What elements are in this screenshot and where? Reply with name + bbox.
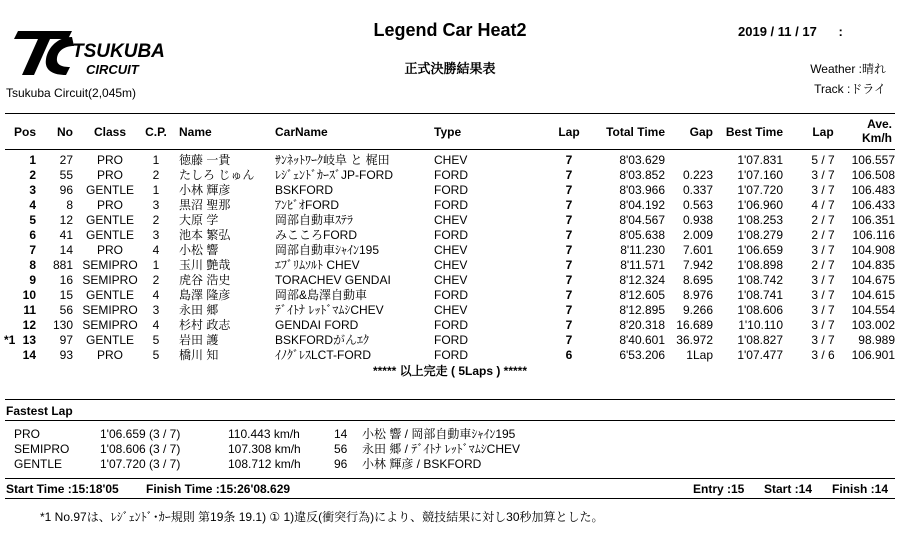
- best-lap: 3 / 7: [811, 183, 835, 197]
- header-ave: [842, 117, 892, 145]
- page-subtitle: 正式決勝結果表: [404, 61, 496, 76]
- car-number: 15: [59, 288, 73, 302]
- gap: 16.689: [676, 318, 713, 332]
- table-row: [0, 228, 900, 243]
- average-speed: 104.835: [851, 258, 895, 272]
- weather-info: Weather :晴れ: [810, 62, 886, 76]
- fastest-time: 1'06.659 (3 / 7): [100, 427, 181, 441]
- header-total-time: Total Time: [606, 125, 665, 139]
- best-time: 1'07.831: [737, 153, 783, 167]
- driver-name: たしろ じゅん: [179, 168, 255, 182]
- driver-name: 橋川 知: [179, 348, 219, 362]
- table-row: [0, 333, 900, 348]
- best-time: 1'08.898: [737, 258, 783, 272]
- class: SEMIPRO: [82, 258, 138, 272]
- driver-name: 岩田 護: [179, 333, 219, 347]
- total-time: 8'03.629: [619, 153, 665, 167]
- car-type: CHEV: [434, 243, 468, 257]
- car-type: CHEV: [434, 303, 468, 317]
- car-number: 41: [59, 228, 73, 242]
- class: GENTLE: [85, 228, 134, 242]
- best-time: 1'07.477: [737, 348, 783, 362]
- gap: 0.223: [682, 168, 713, 182]
- class: PRO: [96, 153, 123, 167]
- car-type: FORD: [434, 318, 468, 332]
- driver-name: 永田 郷: [179, 303, 219, 317]
- gap: 0.337: [682, 183, 713, 197]
- logo-text-top: TSUKUBA: [72, 41, 165, 62]
- car-type: FORD: [434, 168, 468, 182]
- gap: 7.601: [682, 243, 713, 257]
- total-time: 8'12.605: [619, 288, 665, 302]
- driver-name: 小松 響: [179, 243, 219, 257]
- header-no: No: [57, 125, 73, 139]
- car-number: 14: [59, 243, 73, 257]
- best-lap: 2 / 7: [811, 228, 835, 242]
- fastest-car-number: 14: [334, 427, 348, 441]
- class: SEMIPRO: [82, 273, 138, 287]
- total-time: 8'04.192: [619, 198, 665, 212]
- driver-name: 玉川 艶哉: [179, 258, 231, 272]
- best-time: 1'08.606: [737, 303, 783, 317]
- penalty-footnote: *1 No.97は、ﾚｼﾞｪﾝﾄﾞ･ｶｰ規則 第19条 19.1) ① 1)違反(衝突行為)により、競技結果に対し30秒加算とした。: [40, 510, 604, 524]
- car-name: ﾃﾞｲﾄﾅ ﾚｯﾄﾞﾏﾑｼCHEV: [275, 303, 384, 317]
- best-time: 1'07.160: [737, 168, 783, 182]
- class: PRO: [96, 243, 123, 257]
- laps: 6: [565, 348, 573, 362]
- laps: 7: [565, 243, 573, 257]
- average-speed: 104.675: [851, 273, 895, 287]
- class-position: 1: [152, 183, 160, 197]
- position: 4: [29, 198, 36, 212]
- car-name: GENDAI FORD: [275, 318, 359, 332]
- position: 2: [29, 168, 36, 182]
- average-speed: 106.351: [851, 213, 895, 227]
- finish-time: Finish Time :15:26'08.629: [146, 482, 291, 496]
- class-position: 3: [152, 198, 160, 212]
- position-note: *1: [4, 333, 16, 347]
- table-row: [0, 168, 900, 183]
- laps: 7: [565, 153, 573, 167]
- total-time: 8'03.966: [619, 183, 665, 197]
- car-number: 56: [59, 303, 73, 317]
- table-top-divider: [5, 113, 895, 114]
- car-number: 55: [59, 168, 73, 182]
- average-speed: 106.483: [851, 183, 895, 197]
- laps: 7: [565, 288, 573, 302]
- best-time: 1'08.742: [737, 273, 783, 287]
- fastest-car-number: 56: [334, 442, 348, 456]
- gap: 7.942: [682, 258, 713, 272]
- best-lap: 3 / 7: [811, 333, 835, 347]
- car-name: BSKFORD: [275, 183, 334, 197]
- position: 8: [29, 258, 36, 272]
- best-time: 1'10.110: [738, 318, 783, 332]
- table-row: [0, 273, 900, 288]
- car-type: FORD: [434, 333, 468, 347]
- finish-count: Finish :14: [832, 482, 889, 496]
- car-type: FORD: [434, 228, 468, 242]
- class-position: 2: [152, 273, 160, 287]
- total-time: 8'03.852: [619, 168, 665, 182]
- fastest-driver: 永田 郷 / ﾃﾞｲﾄﾅ ﾚｯﾄﾞﾏﾑｼCHEV: [362, 442, 521, 456]
- table-row: [0, 243, 900, 258]
- car-number: 881: [52, 258, 73, 272]
- driver-name: 黒沼 聖那: [179, 198, 231, 212]
- class: SEMIPRO: [82, 318, 138, 332]
- best-lap: 2 / 7: [811, 213, 835, 227]
- laps: 7: [565, 303, 573, 317]
- position: 6: [29, 228, 36, 242]
- car-name: BSKFORDがんｴｸ: [275, 333, 370, 347]
- laps: 7: [565, 183, 573, 197]
- header-best-lap: Lap: [812, 125, 834, 139]
- best-time: 1'06.960: [737, 198, 783, 212]
- table-row: [0, 288, 900, 303]
- best-time: 1'08.741: [737, 288, 783, 302]
- gap: 2.009: [682, 228, 713, 242]
- car-number: 93: [59, 348, 73, 362]
- class-position: 3: [152, 303, 160, 317]
- position: 14: [22, 348, 36, 362]
- list-item: [0, 442, 900, 457]
- average-speed: 106.116: [852, 228, 895, 242]
- car-type: FORD: [434, 198, 468, 212]
- best-lap: 3 / 7: [811, 243, 835, 257]
- driver-name: 大原 学: [179, 213, 219, 227]
- total-time: 8'12.324: [619, 273, 665, 287]
- class: PRO: [96, 348, 123, 362]
- driver-name: 虎谷 浩史: [179, 273, 231, 287]
- fastest-lap-title: Fastest Lap: [6, 404, 73, 418]
- driver-name: 徳藤 一貴: [179, 153, 231, 167]
- average-speed: 104.615: [851, 288, 895, 302]
- header-name: Name: [179, 125, 212, 139]
- header-lap: Lap: [558, 125, 580, 139]
- best-time: 1'08.253: [737, 213, 783, 227]
- start-time: Start Time :15:18'05: [6, 482, 119, 496]
- position: 12: [22, 318, 36, 332]
- average-speed: 103.002: [851, 318, 895, 332]
- position: 9: [29, 273, 36, 287]
- total-time: 8'04.567: [619, 213, 665, 227]
- best-lap: 3 / 7: [811, 168, 835, 182]
- car-type: CHEV: [434, 213, 468, 227]
- car-name: ｲﾉｸﾞﾚｽLCT-FORD: [275, 348, 372, 362]
- laps: 7: [565, 333, 573, 347]
- fastest-time: 1'08.606 (3 / 7): [100, 442, 181, 456]
- laps: 7: [565, 258, 573, 272]
- header-best-time: Best Time: [725, 125, 783, 139]
- car-type: FORD: [434, 183, 468, 197]
- gap: 0.563: [682, 198, 713, 212]
- class-position: 4: [152, 243, 160, 257]
- page-title: Legend Car Heat2: [373, 20, 527, 40]
- laps: 7: [565, 228, 573, 242]
- car-name: ｻﾝﾈｯﾄﾜｰｸ岐阜 と 梶田: [275, 153, 390, 167]
- class: GENTLE: [85, 333, 134, 347]
- gap: 1Lap: [686, 348, 713, 362]
- position: 10: [22, 288, 36, 302]
- fastest-speed: 108.712 km/h: [228, 457, 301, 471]
- car-number: 130: [52, 318, 73, 332]
- laps: 7: [565, 198, 573, 212]
- header-gap: Gap: [689, 125, 713, 139]
- header-pos: Pos: [13, 125, 36, 139]
- average-speed: 106.433: [851, 198, 895, 212]
- header-ave-bottom: Km/h: [862, 131, 892, 145]
- car-name: 岡部自動車ｽﾃﾗ: [275, 213, 354, 227]
- fastest-speed: 107.308 km/h: [228, 442, 301, 456]
- fastest-driver: 小松 響 / 岡部自動車ｼｬｲﾝ195: [362, 427, 516, 441]
- car-type: CHEV: [434, 258, 468, 272]
- car-number: 27: [59, 153, 73, 167]
- car-name: ﾚｼﾞｪﾝﾄﾞｶｰｽﾞJP-FORD: [275, 168, 393, 182]
- best-time: 1'08.827: [737, 333, 783, 347]
- total-time: 8'11.571: [620, 258, 665, 272]
- header-cp: C.P.: [145, 125, 167, 139]
- car-number: 16: [59, 273, 73, 287]
- header-car: CarName: [275, 125, 328, 139]
- logo-text-bottom: CIRCUIT: [86, 62, 139, 77]
- footer-top-divider: [5, 478, 895, 479]
- fastest-speed: 110.443 km/h: [228, 427, 300, 441]
- table-row: [0, 348, 900, 363]
- class: PRO: [96, 168, 123, 182]
- total-time: 6'53.206: [619, 348, 665, 362]
- position: 7: [29, 243, 36, 257]
- class-position: 4: [152, 288, 160, 302]
- car-name: みこころFORD: [275, 228, 357, 242]
- best-lap: 3 / 7: [811, 273, 835, 287]
- best-time: 1'08.279: [737, 228, 783, 242]
- total-time: 8'40.601: [619, 333, 665, 347]
- car-name: 岡部&島澤自動車: [275, 288, 368, 302]
- class-position: 5: [152, 348, 160, 362]
- best-lap: 5 / 7: [811, 153, 835, 167]
- car-type: FORD: [434, 348, 468, 362]
- table-row: [0, 183, 900, 198]
- laps: 7: [565, 273, 573, 287]
- fastest-lap-top-divider: [5, 399, 895, 400]
- gap: 8.695: [682, 273, 713, 287]
- average-speed: 104.908: [851, 243, 895, 257]
- position: 1: [29, 153, 36, 167]
- best-time: 1'06.659: [737, 243, 783, 257]
- average-speed: 106.508: [851, 168, 895, 182]
- track-info: Track :ドライ: [814, 82, 886, 96]
- car-number: 8: [66, 198, 73, 212]
- footer-bottom-divider: [5, 498, 895, 499]
- list-item: [0, 457, 900, 472]
- class: GENTLE: [85, 288, 134, 302]
- table-row: [0, 303, 900, 318]
- class-position: 2: [152, 213, 160, 227]
- class-position: 5: [152, 333, 160, 347]
- race-date: 2019 / 11 / 17 :: [738, 24, 843, 39]
- total-time: 8'12.895: [619, 303, 665, 317]
- best-lap: 3 / 7: [811, 303, 835, 317]
- car-number: 12: [59, 213, 73, 227]
- fastest-driver: 小林 輝彦 / BSKFORD: [362, 457, 482, 471]
- start-count: Start :14: [764, 482, 813, 496]
- table-row: [0, 258, 900, 273]
- total-time: 8'11.230: [620, 243, 665, 257]
- laps: 7: [565, 318, 573, 332]
- driver-name: 杉村 政志: [179, 318, 231, 332]
- table-row: [0, 318, 900, 333]
- average-speed: 98.989: [858, 333, 895, 347]
- gap: 8.976: [682, 288, 713, 302]
- driver-name: 小林 輝彦: [179, 183, 231, 197]
- fastest-class: PRO: [14, 427, 41, 441]
- car-type: CHEV: [434, 273, 468, 287]
- car-name: 岡部自動車ｼｬｲﾝ195: [275, 243, 380, 257]
- fastest-car-number: 96: [334, 457, 348, 471]
- average-speed: 106.901: [851, 348, 895, 362]
- total-time: 8'20.318: [619, 318, 665, 332]
- car-number: 96: [59, 183, 73, 197]
- gap: 9.266: [682, 303, 713, 317]
- car-type: FORD: [434, 288, 468, 302]
- finish-note: ***** 以上完走 ( 5Laps ) *****: [372, 364, 528, 378]
- table-row: [0, 153, 900, 168]
- class-position: 2: [152, 168, 160, 182]
- best-lap: 2 / 7: [811, 258, 835, 272]
- fastest-time: 1'07.720 (3 / 7): [100, 457, 181, 471]
- laps: 7: [565, 168, 573, 182]
- circuit-name: Tsukuba Circuit(2,045m): [6, 86, 137, 100]
- position: 5: [29, 213, 36, 227]
- average-speed: 106.557: [851, 153, 895, 167]
- gap: 0.938: [682, 213, 713, 227]
- class: GENTLE: [85, 213, 134, 227]
- best-lap: 3 / 7: [811, 288, 835, 302]
- class: GENTLE: [85, 183, 134, 197]
- class-position: 1: [152, 153, 160, 167]
- car-number: 97: [59, 333, 73, 347]
- table-row: [0, 198, 900, 213]
- entry-count: Entry :15: [693, 482, 745, 496]
- best-lap: 3 / 7: [811, 318, 835, 332]
- header-ave-top: Ave.: [867, 117, 892, 131]
- class-position: 4: [152, 318, 160, 332]
- position: 13: [22, 333, 36, 347]
- table-row: [0, 213, 900, 228]
- fastest-class: SEMIPRO: [14, 442, 70, 456]
- list-item: [0, 427, 900, 442]
- driver-name: 池本 繁弘: [179, 228, 231, 242]
- car-name: ｴﾌﾞﾘﾑｿﾙﾄ CHEV: [275, 258, 360, 272]
- position: 11: [23, 303, 36, 317]
- class-position: 3: [152, 228, 160, 242]
- position: 3: [29, 183, 36, 197]
- gap: 36.972: [676, 333, 713, 347]
- driver-name: 島澤 隆彦: [179, 288, 231, 302]
- class-position: 1: [152, 258, 160, 272]
- best-lap: 3 / 6: [811, 348, 835, 362]
- class: SEMIPRO: [82, 303, 138, 317]
- header-bottom-divider: [5, 149, 895, 150]
- best-lap: 4 / 7: [811, 198, 835, 212]
- class: PRO: [96, 198, 123, 212]
- car-type: CHEV: [434, 153, 468, 167]
- total-time: 8'05.638: [619, 228, 665, 242]
- car-name: ｱﾝﾋﾞｵFORD: [275, 198, 339, 212]
- car-name: TORACHEV GENDAI: [275, 273, 391, 287]
- fastest-class: GENTLE: [14, 457, 63, 471]
- header-class: Class: [93, 125, 127, 139]
- best-time: 1'07.720: [737, 183, 783, 197]
- average-speed: 104.554: [851, 303, 895, 317]
- header-type: Type: [434, 125, 462, 139]
- fastest-lap-title-divider: [5, 420, 895, 421]
- laps: 7: [565, 213, 573, 227]
- results-header-row: [0, 125, 900, 140]
